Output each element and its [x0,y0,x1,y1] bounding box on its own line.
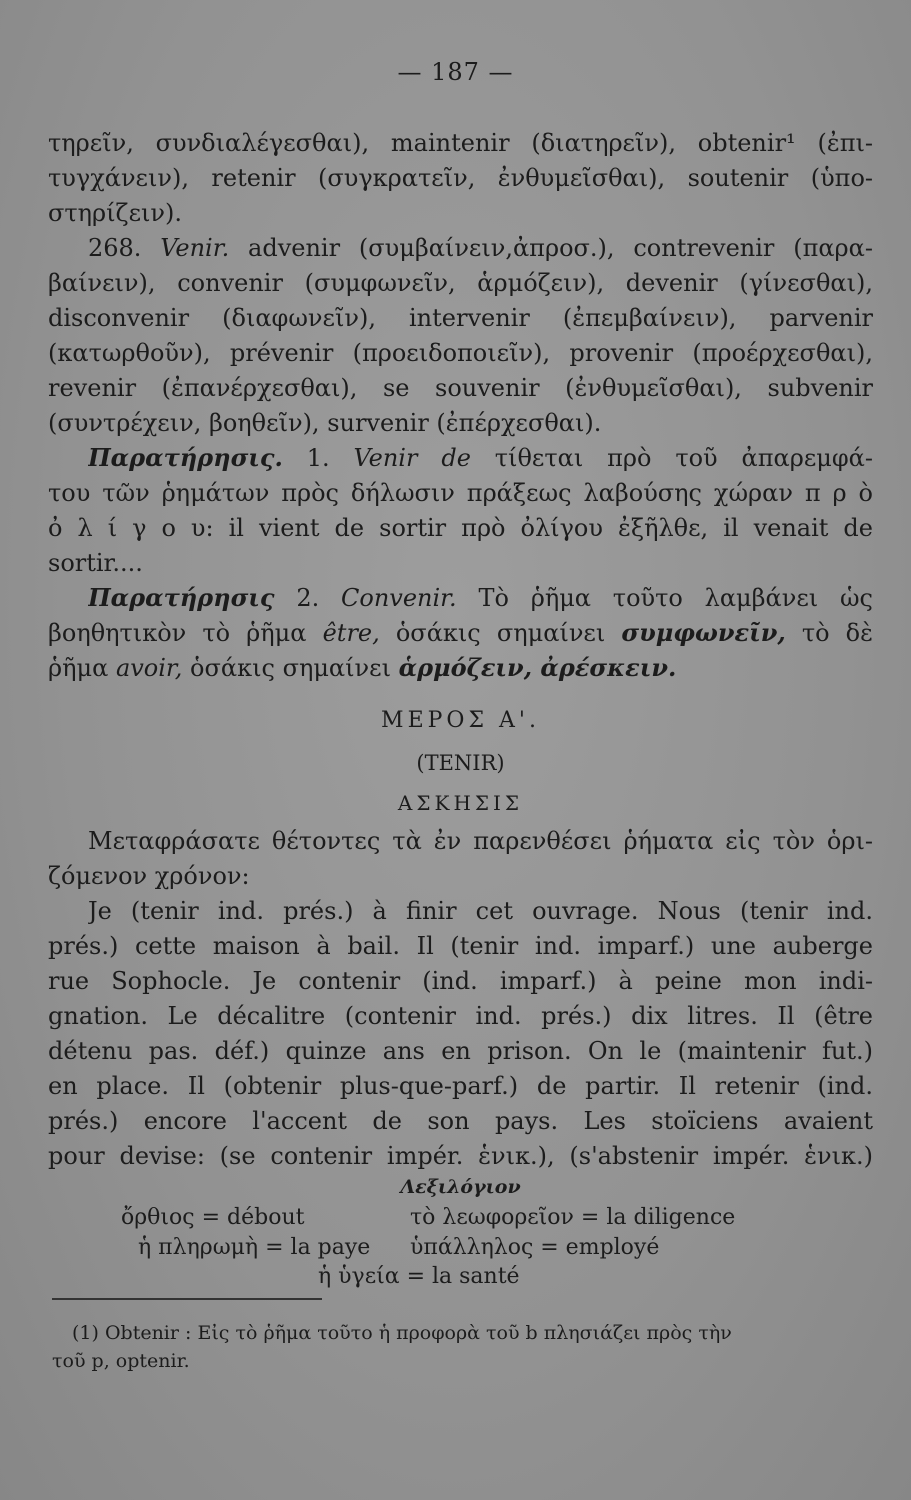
vocabulary-title: Λεξιλόγιον [400,1176,521,1198]
remark-number: 1. [306,444,330,472]
exercise-line: pour devise: (se contenir impér. ἑνικ.), (s'abstenir impér. ἑνικ.) [48,1142,873,1170]
body-text: τίθεται πρὸ τοῦ ἀπαρεμφά- [494,444,873,472]
exercise-instruction: ζόμενον χρόνον: [48,862,250,890]
body-text: ὁσάκις σημαίνει [190,654,391,682]
body-line: τυγχάνειν), retenir (συγκρατεῖν, ἐνθυμεῖσθαι), soutenir (ὑπο- [48,164,873,192]
vocabulary-entry: ὄρθιος = débout [121,1205,305,1230]
exercise-line: gnation. Le décalitre (contenir ind. prés.) dix litres. Il (être [48,1002,873,1030]
body-text: advenir (συμβαίνειν,ἀπροσ.), contrevenir (παρα- [248,234,873,262]
bold-term: ἁρμόζειν, ἀρέσκειν. [398,653,677,682]
footnote-line: (1) Obtenir : Εἰς τὸ ῥῆμα τοῦτο ἡ προφορὰ τοῦ b πλησιάζει πρὸς τὴν [72,1322,732,1344]
remark-verb: Convenir. [341,584,457,612]
exercise-line: Je (tenir ind. prés.) à finir cet ouvrage. Nous (tenir ind. [88,897,873,925]
remark-number: 2. [296,584,320,612]
footnote-rule [52,1298,322,1300]
section-subheading: (TENIR) [416,751,505,775]
remark-label: Παρατήρησις. [88,443,283,472]
exercise-label: ΑΣΚΗΣΙΣ [397,791,524,815]
body-line [48,651,873,685]
body-line: ὀ λ ί γ ο υ: il vient de sortir πρὸ ὀλίγου ἐξῆλθε, il venait de [48,514,873,542]
vocabulary-entry: ἡ ὑγεία = la santé [318,1264,520,1289]
body-text: βοηθητικὸν τὸ ῥῆμα [48,619,307,647]
body-line: (συντρέχειν, βοηθεῖν), survenir (ἐπέρχεσθαι). [48,409,602,437]
body-text: τὸ δὲ [801,619,873,647]
exercise-line: en place. Il (obtenir plus-que-parf.) de partir. Il retenir (ind. [48,1072,873,1100]
exercise-line: détenu pas. déf.) quinze ans en prison. On le (maintenir fut.) [48,1037,873,1065]
body-text: Τὸ ῥῆμα τοῦτο λαμβάνει ὡς [478,584,873,612]
body-line: του τῶν ῥημάτων πρὸς δήλωσιν πράξεως λαβούσης χώραν π ρ ὸ [48,479,873,507]
footnote-line: τοῦ p, optenir. [52,1350,190,1372]
remark-1 [88,441,873,475]
page-number: — 187 — [397,58,514,86]
vocabulary-entry: ὑπάλληλος = employé [410,1235,660,1260]
paragraph-number: 268. [88,234,142,262]
body-line: στηρίζειν). [48,199,182,227]
body-line: revenir (ἐπανέρχεσθαι), se souvenir (ἐνθυμεῖσθαι), subvenir [48,374,873,402]
paragraph-268 [88,231,873,265]
italic-term: être, [322,619,380,647]
vocabulary-entry: τὸ λεωφορεῖον = la diligence [410,1205,736,1230]
verb-heading: Venir. [160,234,230,262]
body-line: τηρεῖν, συνδιαλέγεσθαι), maintenir (διατηρεῖν), obtenir¹ (ἐπι- [48,129,873,157]
exercise-line: prés.) encore l'accent de son pays. Les stoïciens avaient [48,1107,873,1135]
remark-label: Παρατήρησις [88,583,275,612]
italic-term: avoir, [115,654,183,682]
exercise-line: rue Sophocle. Je contenir (ind. imparf.) à peine mon indi- [48,967,873,995]
body-text: ῥῆμα [48,654,109,682]
vocabulary-entry: ἡ πληρωμὴ = la paye [138,1235,371,1260]
exercise-line: prés.) cette maison à bail. Il (tenir ind. imparf.) une auberge [48,932,873,960]
body-line [48,616,873,650]
body-line: βαίνειν), convenir (συμφωνεῖν, ἁρμόζειν), devenir (γίνεσθαι), [48,269,873,297]
remark-verb: Venir de [353,444,471,472]
section-heading: ΜΕΡΟΣ Α'. [381,708,540,733]
bold-term: συμφωνεῖν, [621,618,786,647]
body-text: ὁσάκις σημαίνει [395,619,606,647]
remark-2 [88,581,873,615]
exercise-instruction: Μεταφράσατε θέτοντες τὰ ἐν παρενθέσει ῥήματα εἰς τὸν ὁρι- [88,827,873,855]
body-line: sortir.... [48,549,143,577]
body-line: (κατωρθοῦν), prévenir (προειδοποιεῖν), provenir (προέρχεσθαι), [48,339,873,367]
body-line: disconvenir (διαφωνεῖν), intervenir (ἐπεμβαίνειν), parvenir [48,304,873,332]
